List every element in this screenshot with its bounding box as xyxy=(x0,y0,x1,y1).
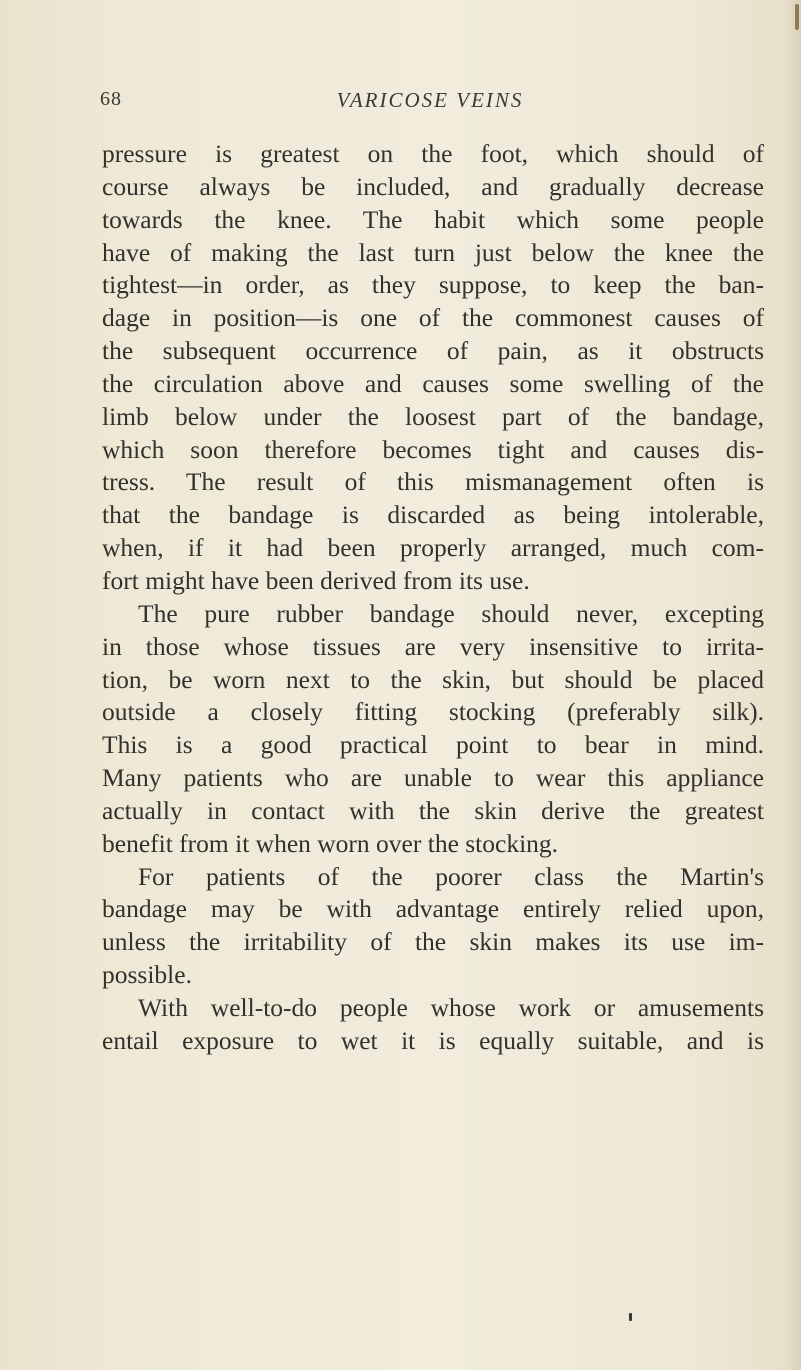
page-edge-shadow xyxy=(783,0,801,1370)
text-line: The pure rubber bandage should never, excepting xyxy=(138,598,764,628)
page-edge-mark xyxy=(795,4,799,30)
text-line: unless the irritability of the skin makes its use im- xyxy=(102,927,764,957)
text-line: the circulation above and causes some swelling of the xyxy=(102,368,764,398)
text-line: in those whose tissues are very insensitive to irrita- xyxy=(102,631,764,661)
text-line: course always be included, and gradually decrease xyxy=(102,171,764,201)
text-line: dage in position—is one of the commonest causes of xyxy=(102,303,764,333)
text-line: towards the knee. The habit which some people xyxy=(102,204,764,234)
text-line: when, if it had been properly arranged, much com- xyxy=(102,533,764,563)
text-line: outside a closely fitting stocking (preferably silk). xyxy=(102,697,764,727)
text-line: have of making the last turn just below the knee the xyxy=(102,237,764,267)
body-text xyxy=(102,138,764,1058)
text-line: tightest—in order, as they suppose, to keep the ban- xyxy=(102,270,764,300)
text-line: With well-to-do people whose work or amusements xyxy=(138,992,764,1022)
text-line: Many patients who are unable to wear this appliance xyxy=(102,763,764,793)
page-header xyxy=(100,88,760,118)
running-head: VARICOSE VEINS xyxy=(336,88,524,112)
text-line: entail exposure to wet it is equally suitable, and is xyxy=(102,1025,764,1055)
text-line: actually in contact with the skin derive the greatest xyxy=(102,795,764,825)
ink-speck xyxy=(629,1313,632,1321)
text-line: pressure is greatest on the foot, which should of xyxy=(102,139,764,168)
text-line: which soon therefore becomes tight and causes dis- xyxy=(102,434,764,464)
text-line: For patients of the poorer class the Martin's xyxy=(138,861,764,891)
text-line: tress. The result of this mismanagement often is xyxy=(102,467,764,497)
text-line: bandage may be with advantage entirely relied upon, xyxy=(102,894,764,924)
text-line: the subsequent occurrence of pain, as it obstructs xyxy=(102,336,764,366)
text-line: benefit from it when worn over the stocking. xyxy=(102,828,559,858)
text-line: fort might have been derived from its use. xyxy=(102,565,530,595)
text-line: tion, be worn next to the skin, but should be placed xyxy=(102,664,764,694)
text-line: This is a good practical point to bear in mind. xyxy=(102,730,764,760)
text-line: possible. xyxy=(102,960,192,990)
page-number: 68 xyxy=(100,88,122,110)
text-line: limb below under the loosest part of the bandage, xyxy=(102,401,764,431)
text-line: that the bandage is discarded as being intolerable, xyxy=(102,500,764,530)
